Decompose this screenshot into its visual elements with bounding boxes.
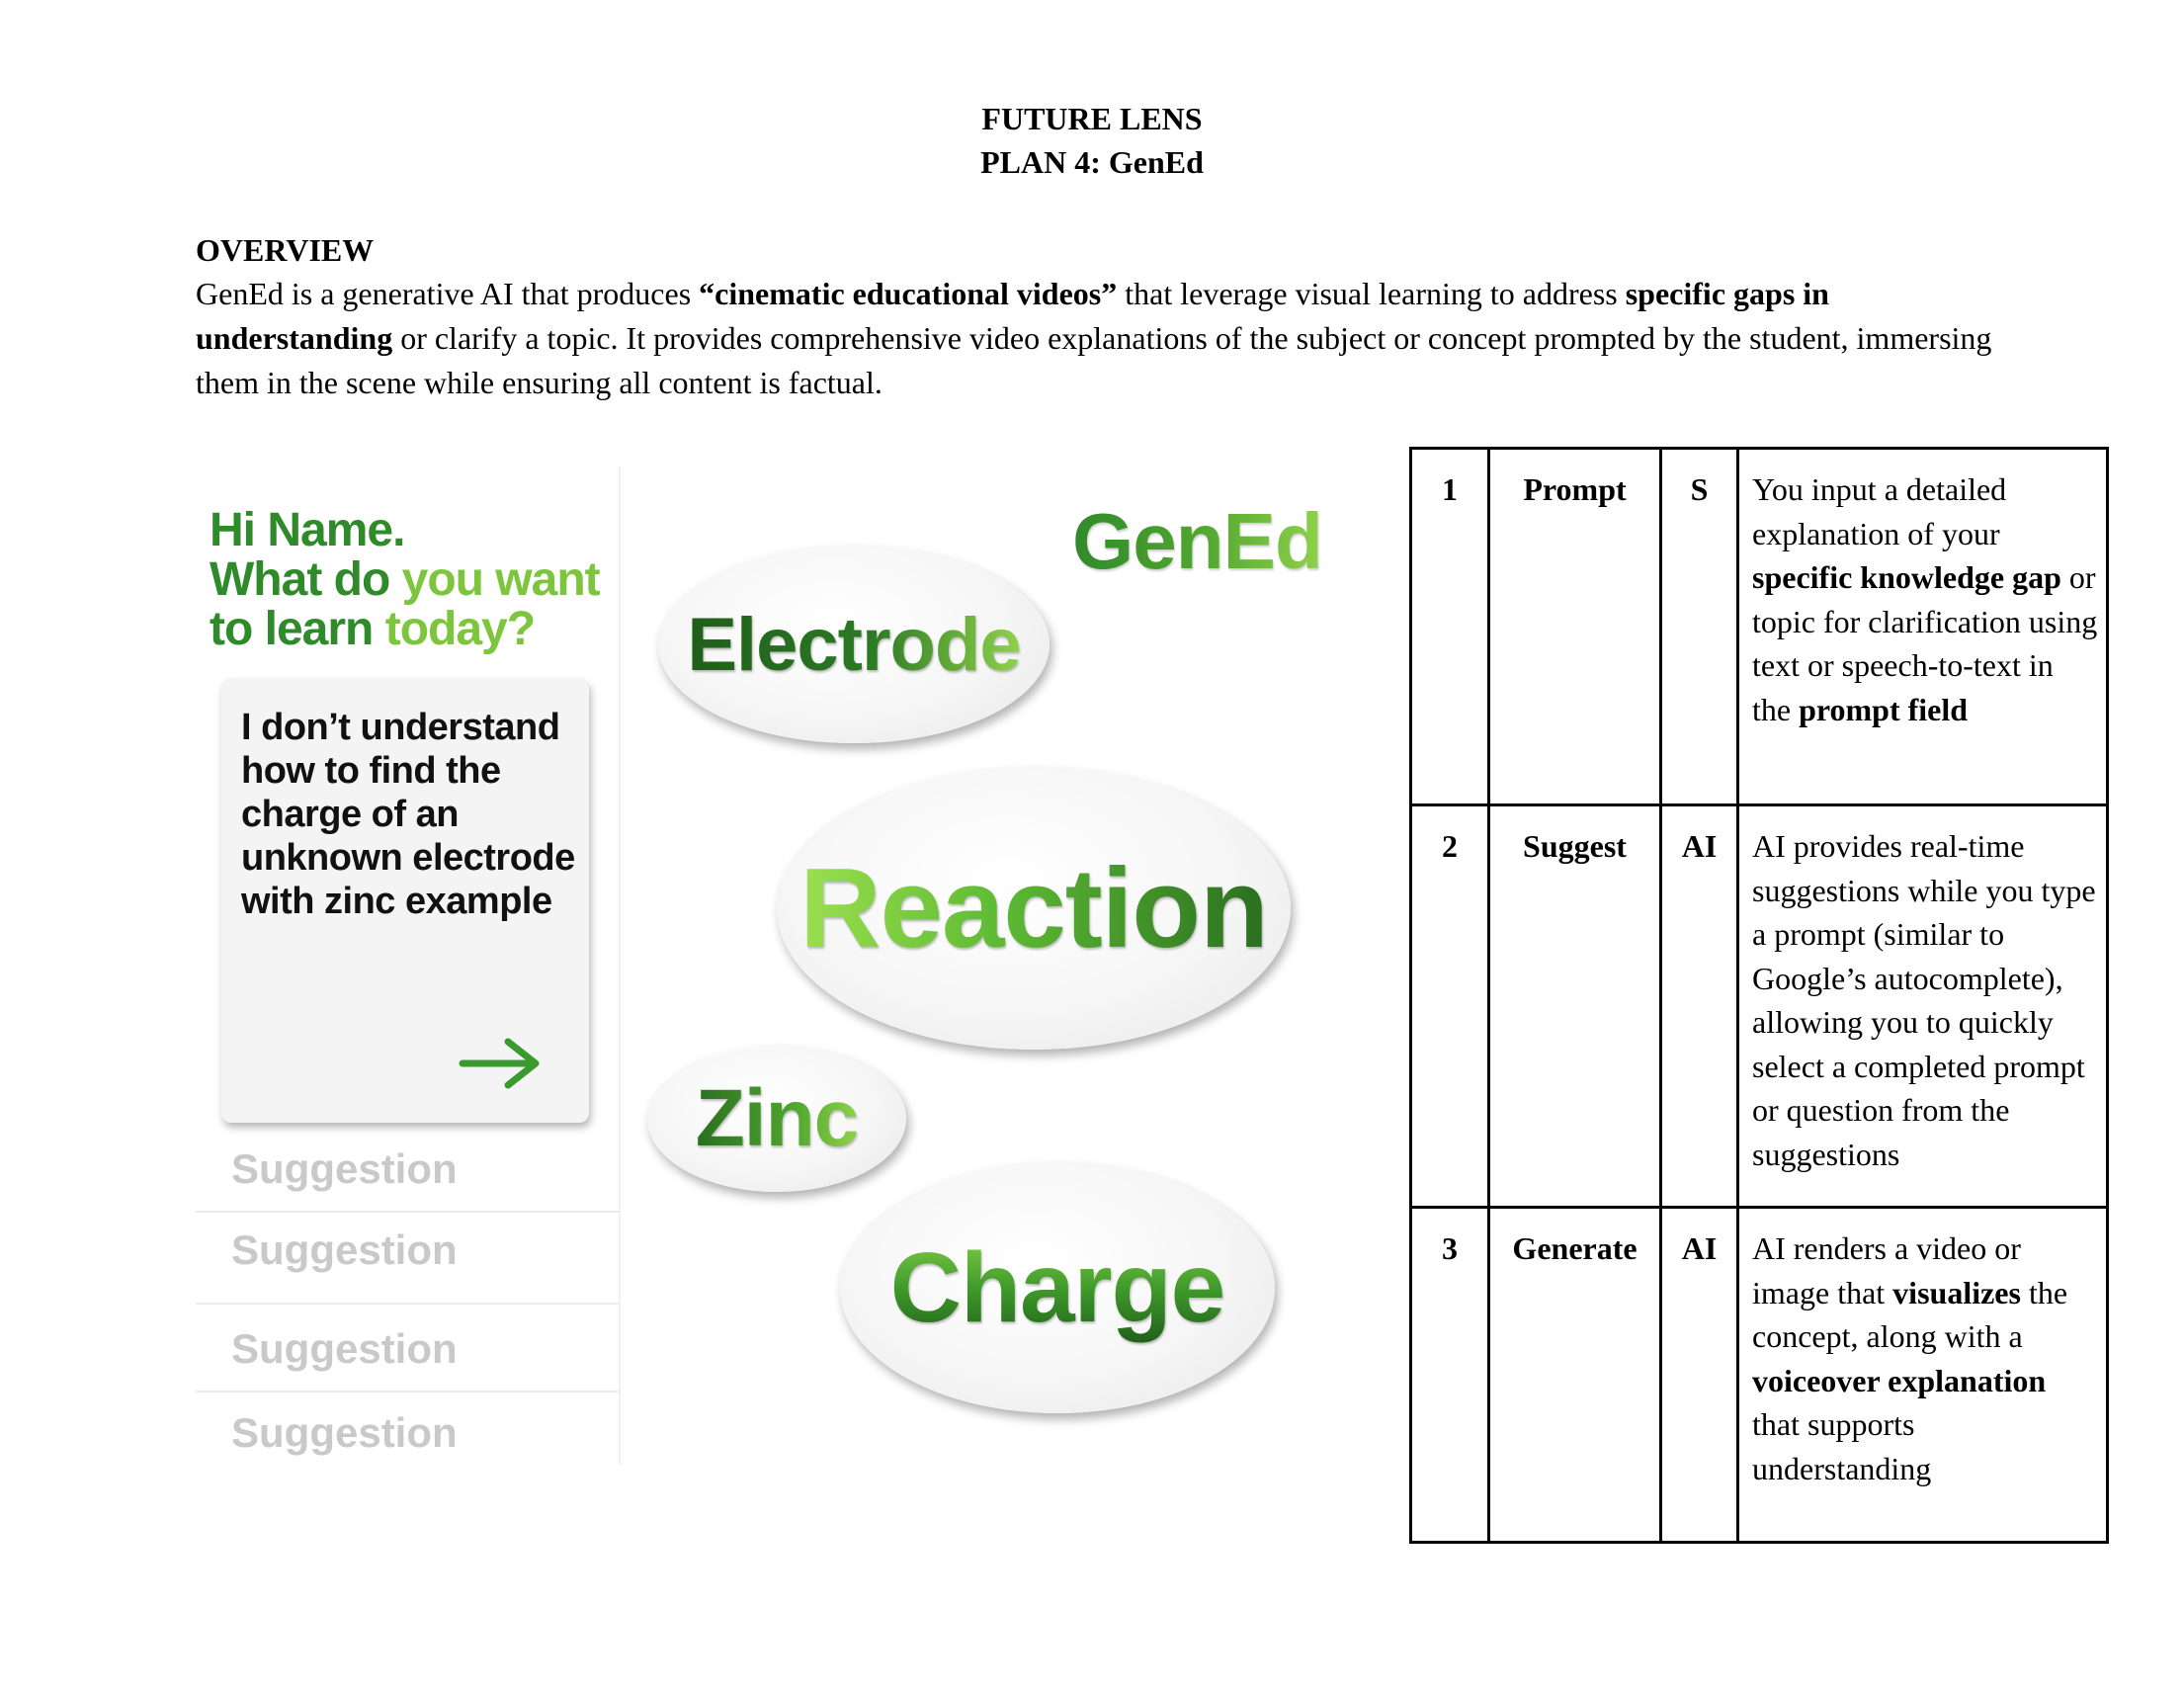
divider [196, 1303, 619, 1305]
table-row [1411, 805, 2108, 1208]
steps-table [1409, 447, 2109, 1544]
divider [196, 1211, 619, 1213]
step-actor: S [1661, 449, 1738, 805]
keyword-bubble-zinc[interactable] [647, 1046, 906, 1192]
keyword-bubble-reaction[interactable] [777, 767, 1291, 1050]
step-actor: AI [1661, 1208, 1738, 1543]
table-row [1411, 1208, 2108, 1543]
suggestion-item[interactable]: Suggestion [231, 1409, 458, 1456]
prompt-field[interactable] [221, 678, 589, 1123]
step-description: AI provides real-time suggestions while you type a prompt (similar to Google’s autocomplete), allowing you to quickly select a completed prompt or question from the suggestions [1738, 805, 2108, 1208]
keyword-reaction: Reaction [799, 845, 1268, 972]
keyword-charge: Charge [889, 1231, 1225, 1343]
step-actor: AI [1661, 805, 1738, 1208]
phone-edge [619, 466, 621, 1465]
step-description: AI renders a video or image that visualizes the concept, along with a voiceover explanation that supports understanding [1738, 1208, 2108, 1543]
arrow-right-icon[interactable] [459, 1036, 544, 1091]
step-number: 1 [1411, 449, 1489, 805]
suggestion-item[interactable]: Suggestion [231, 1325, 458, 1372]
suggestion-item[interactable]: Suggestion [231, 1226, 458, 1273]
keyword-bubble-charge[interactable] [840, 1162, 1275, 1413]
step-number: 2 [1411, 805, 1489, 1208]
document-title: FUTURE LENS [981, 101, 1203, 136]
suggestion-item[interactable]: Suggestion [231, 1145, 458, 1192]
overview-paragraph: GenEd is a generative AI that produces “cinematic educational videos” that leverage visual learning to address specific gaps in understanding or clarify a topic. It provides comprehensive video explanations of the subject or concept prompted by the student, immersing them in the scene while ensuring all content is factual. [196, 276, 1992, 400]
step-name: Prompt [1489, 449, 1661, 805]
keyword-bubble-electrode[interactable] [658, 546, 1050, 743]
step-description: You input a detailed explanation of your specific knowledge gap or topic for clarification using text or speech-to-text in the prompt field [1738, 449, 2108, 805]
overview-heading: OVERVIEW [196, 232, 375, 268]
table-row [1411, 449, 2108, 805]
greeting-heading: Hi Name. What do you want to learn today? [210, 504, 600, 655]
keyword-electrode: Electrode [687, 602, 1021, 687]
step-name: Suggest [1489, 805, 1661, 1208]
document-subtitle: PLAN 4: GenEd [980, 144, 1204, 180]
prompt-text: I don’t understand how to find the charge of an unknown electrode with zinc example [241, 707, 575, 922]
divider [196, 1391, 619, 1393]
gened-logo: GenEd [1072, 497, 1322, 585]
step-name: Generate [1489, 1208, 1661, 1543]
step-number: 3 [1411, 1208, 1489, 1543]
keyword-zinc: Zinc [695, 1073, 859, 1163]
